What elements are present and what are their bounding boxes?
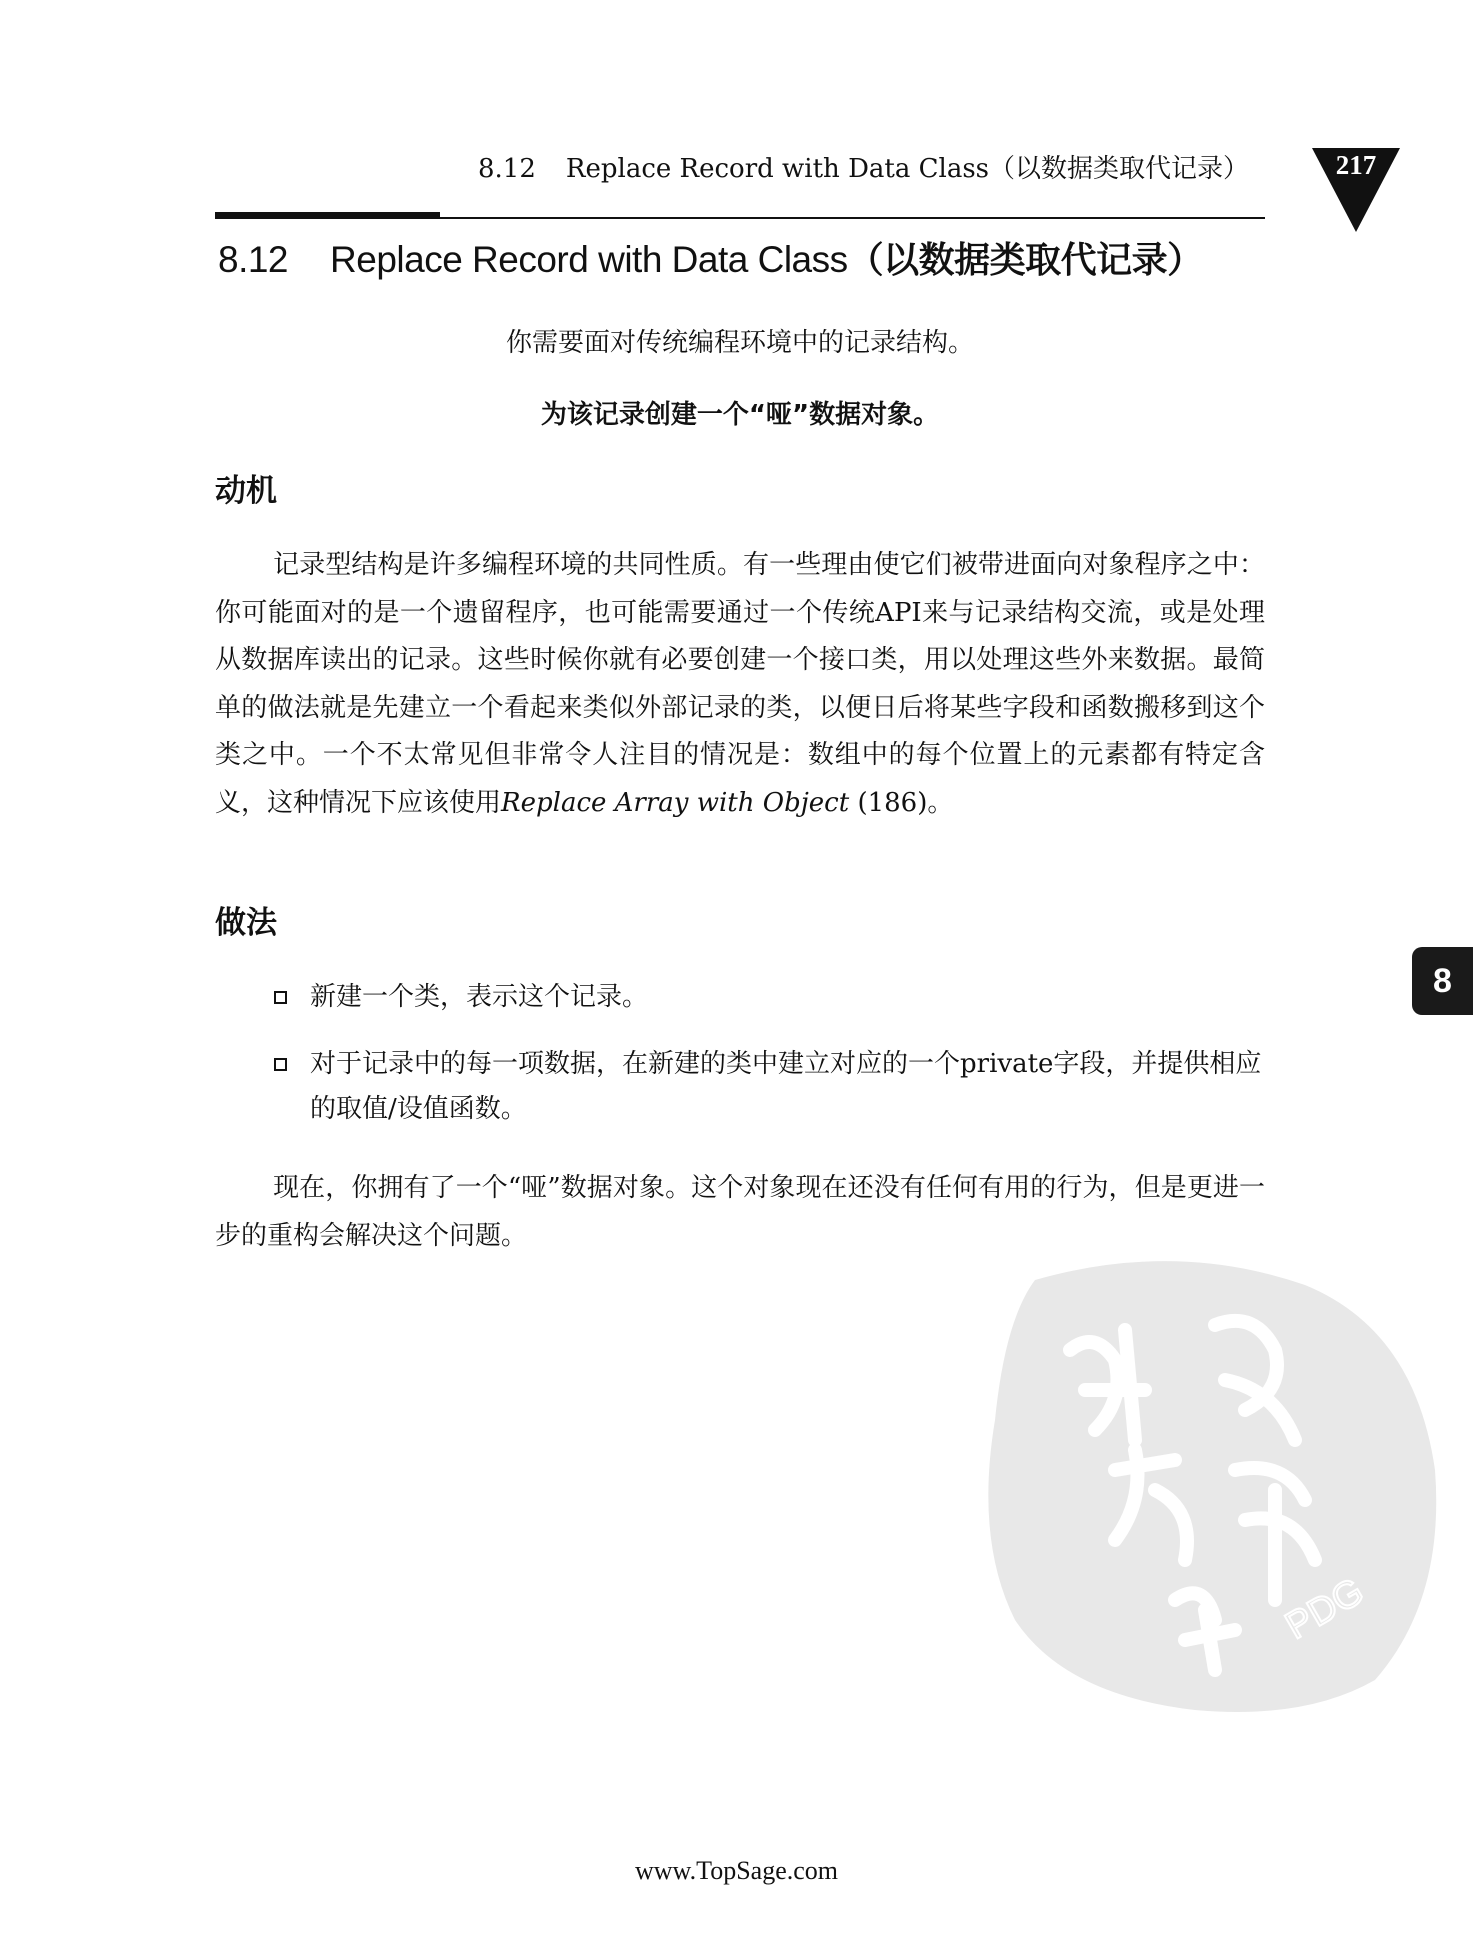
mechanics-step-text: 新建一个类，表示这个记录。: [310, 982, 649, 1012]
running-header-title: Replace Record with Data Class（以数据类取代记录）: [565, 154, 1250, 184]
summary-problem: 你需要面对传统编程环境中的记录结构。: [505, 328, 974, 358]
mechanics-step: [274, 975, 1266, 1020]
section-number: 8.12: [218, 239, 289, 280]
checkbox-bullet-icon: [274, 991, 287, 1004]
footer-url: www.TopSage.com: [634, 1856, 838, 1885]
running-header-section-number: 8.12: [478, 154, 536, 184]
reference-page: (186): [849, 787, 928, 818]
motivation-text: 记录型结构是许多编程环境的共同性质。有一些理由使它们被带进面向对象程序之中：你可能面对的是一个遗留程序，也可能需要通过一个传统API来与记录结构交流，或是处理从数据库读出的记录。这些时候你就有必要创建一个接口类，用以处理这些外来数据。最简单的做法就是先建立一个看起来类似外部记录的类，以便日后将某些字段和函数搬移到这个类之中。一个不太常见但非常令人注目的情况是：数组中的每个位置上的元素都有特定含义，这种情况下应该使用: [215, 550, 1265, 818]
mechanics-step-text: 对于记录中的每一项数据，在新建的类中建立对应的一个private字段，并提供相应的取值/设值函数。: [310, 1049, 1262, 1124]
motivation-end: 。: [927, 787, 954, 818]
mechanics-step: [274, 1042, 1266, 1132]
motivation-heading: 动机: [215, 473, 277, 509]
refactoring-reference: Replace Array with Object: [501, 787, 850, 818]
running-header: [478, 148, 1308, 185]
closing-text: 现在，你拥有了一个“哑”数据对象。这个对象现在还没有任何有用的行为，但是更进一步的重构会解决这个问题。: [215, 1173, 1265, 1251]
section-title: [218, 232, 1278, 283]
motivation-paragraph: [215, 542, 1265, 827]
chapter-tab: 8: [1412, 947, 1473, 1015]
mechanics-heading: 做法: [215, 905, 277, 941]
title-rule-accent: [215, 212, 440, 219]
watermark-seal: [975, 1240, 1445, 1720]
mechanics-steps: [274, 975, 1266, 1154]
summary-solution: 为该记录创建一个“哑”数据对象。: [540, 400, 940, 430]
checkbox-bullet-icon: [274, 1058, 287, 1071]
page-number: 217: [1335, 150, 1377, 180]
section-title-zh: （以数据类取代记录）: [847, 240, 1203, 281]
watermark-pdg-text: PDG: [1278, 1570, 1371, 1648]
section-title-en: Replace Record with Data Class: [330, 239, 848, 280]
